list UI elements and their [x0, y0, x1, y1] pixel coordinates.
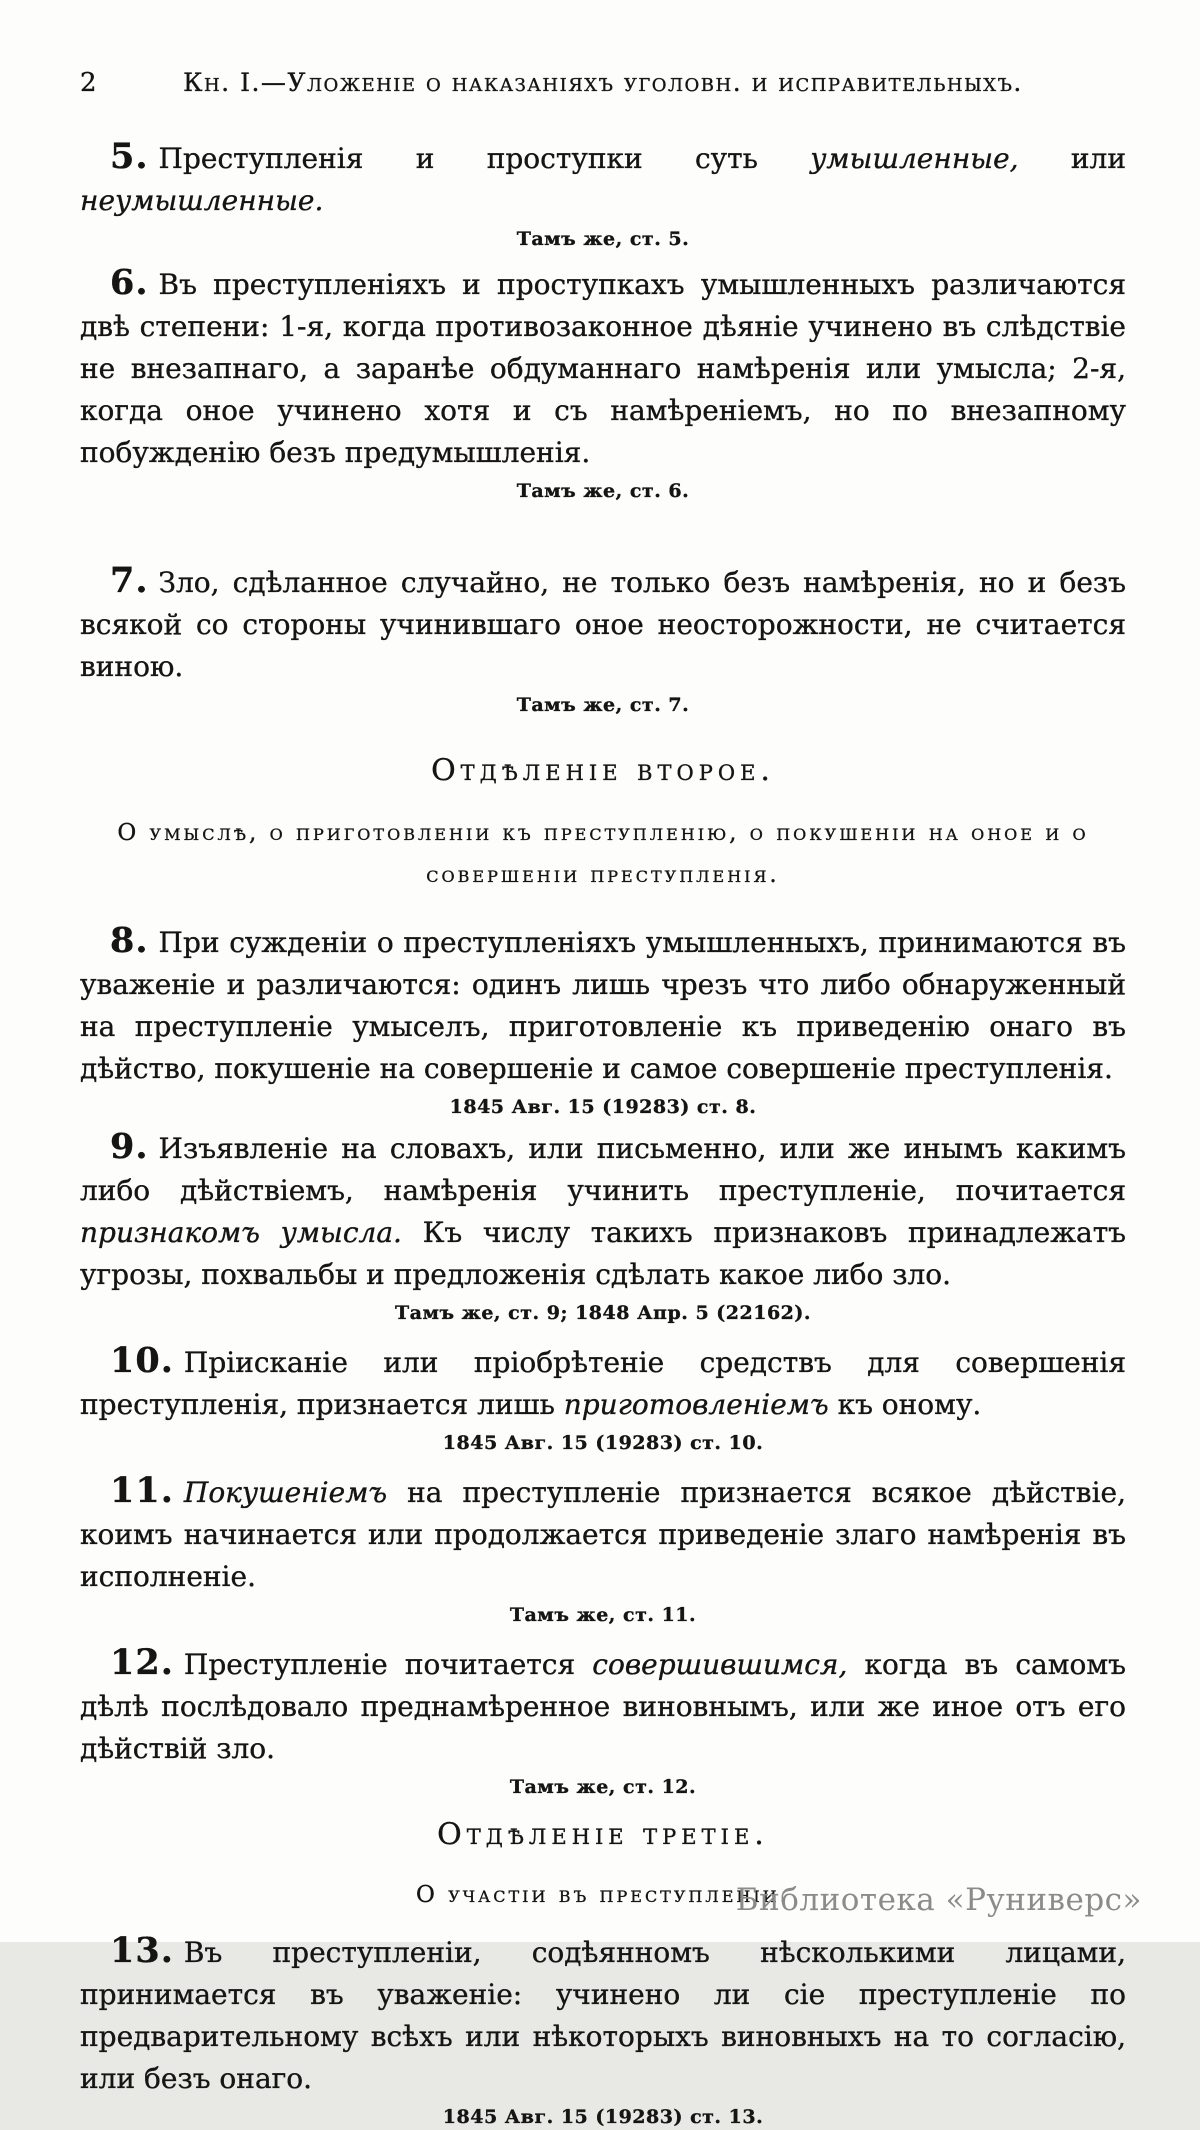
article-12 [80, 1642, 1126, 1800]
article-citation: Тамъ же, ст. 6. [516, 480, 690, 502]
article-text [80, 262, 1126, 474]
running-title: Кн. I.—Уложеніе о наказаніяхъ уголовн. и исправительныхъ. [183, 68, 1023, 97]
section-subtitle: О участіи въ преступленіи. [416, 1882, 790, 1908]
text-segment: или [1018, 142, 1126, 175]
text-segment-italic: совершившимся, [592, 1648, 848, 1681]
text-segment: Въ преступленіи, содѣянномъ нѣсколькими лицами, принимается въ уваженіе: учинено ли сіе преступленіе по предварительному всѣхъ или нѣкоторыхъ виновныхъ на то согласію, или безъ онаго. [80, 1936, 1126, 2095]
article-citation: Тамъ же, ст. 11. [509, 1604, 697, 1626]
article-text [80, 920, 1126, 1090]
article-text [80, 136, 1126, 222]
text-segment-italic: признакомъ умысла. [80, 1216, 402, 1249]
text-segment: Изъявленіе на словахъ, или письменно, или же инымъ какимъ либо дѣйствіемъ, намѣренія учинить преступленіе, почитается [80, 1132, 1126, 1207]
article-8 [80, 920, 1126, 1120]
article-citation: Тамъ же, ст. 7. [516, 694, 690, 716]
article-citation: 1845 Авг. 15 (19283) ст. 10. [442, 1432, 764, 1454]
text-segment: къ оному. [828, 1388, 982, 1421]
text-segment: когда въ самомъ дѣлѣ послѣдовало преднамѣренное виновнымъ, или же иное отъ его дѣйствій зло. [80, 1648, 1126, 1765]
article-citation: Тамъ же, ст. 12. [509, 1776, 697, 1798]
article-7 [80, 560, 1126, 718]
article-text [80, 1340, 1126, 1426]
text-segment: Преступленія и проступки суть [158, 142, 811, 175]
article-10 [80, 1340, 1126, 1456]
section-heading: Отдѣленіе третіе. [437, 1817, 769, 1852]
article-text [80, 1126, 1126, 1296]
article-number: 13. [110, 1930, 174, 1971]
article-13 [80, 1930, 1126, 2130]
article-number: 12. [110, 1642, 174, 1683]
section-subtitle: О умыслѣ, о приготовленіи къ преступленію, о покушеніи на оное и о совершеніи преступленія. [117, 820, 1089, 888]
article-number: 5. [110, 136, 149, 177]
article-number: 6. [110, 262, 149, 303]
section-2 [80, 752, 1126, 896]
page-number: 2 [80, 68, 97, 98]
text-segment-italic: неумышленные. [80, 184, 324, 217]
article-text [80, 560, 1126, 688]
text-segment: на преступленіе признается всякое дѣйствіе, коимъ начинается или продолжается приведеніе злаго намѣренія въ исполненіе. [80, 1476, 1126, 1593]
article-11 [80, 1470, 1126, 1628]
library-watermark: Библиотека «Руниверс» [735, 1882, 1142, 1918]
article-text [80, 1470, 1126, 1598]
article-number: 7. [110, 560, 149, 601]
article-number: 11. [110, 1470, 174, 1511]
text-segment-italic: приготовленіемъ [563, 1388, 829, 1421]
article-text [80, 1642, 1126, 1770]
text-segment: При сужденіи о преступленіяхъ умышленныхъ, принимаются въ уваженіе и различаются: одинъ лишь чрезъ что либо обнаруженный на преступленіе умыселъ, приготовленіе къ приведенію онаго въ дѣйство, покушеніе на совершеніе и самое совершеніе преступленія. [80, 926, 1126, 1085]
text-segment-italic: Покушеніемъ [183, 1476, 388, 1509]
article-number: 8. [110, 920, 149, 961]
article-text [80, 1930, 1126, 2100]
article-5 [80, 136, 1126, 252]
article-9 [80, 1126, 1126, 1326]
article-number: 10. [110, 1340, 174, 1381]
text-segment-italic: умышленные, [810, 142, 1019, 175]
article-citation: 1845 Авг. 15 (19283) ст. 13. [442, 2106, 764, 2128]
text-segment: Зло, сдѣланное случайно, не только безъ намѣренія, но и безъ всякой со стороны учинившаго оное неосторожности, не считается виною. [80, 566, 1126, 683]
article-6 [80, 262, 1126, 504]
article-citation: 1845 Авг. 15 (19283) ст. 8. [449, 1096, 757, 1118]
section-heading: Отдѣленіе второе. [431, 753, 775, 788]
article-number: 9. [110, 1126, 149, 1167]
article-citation: Тамъ же, ст. 9; 1848 Апр. 5 (22162). [395, 1302, 811, 1324]
text-segment: Преступленіе почитается [183, 1648, 593, 1681]
text-segment: Къ числу такихъ признаковъ принадлежатъ угрозы, похвальбы и предложенія сдѣлать какое либо зло. [80, 1216, 1126, 1291]
page-header [80, 68, 1126, 102]
article-citation: Тамъ же, ст. 5. [516, 228, 690, 250]
text-segment: Въ преступленіяхъ и проступкахъ умышленныхъ различаются двѣ степени: 1-я, когда противозаконное дѣяніе учинено въ слѣдствіе не внезапнаго, а заранѣе обдуманнаго намѣренія или умысла; 2-я, когда оное учинено хотя и съ намѣреніемъ, но по внезапному побужденію безъ предумышленія. [80, 268, 1126, 469]
text-segment: Пріисканіе или пріобрѣтеніе средствъ для совершенія преступленія, признается лишь [80, 1346, 1126, 1421]
